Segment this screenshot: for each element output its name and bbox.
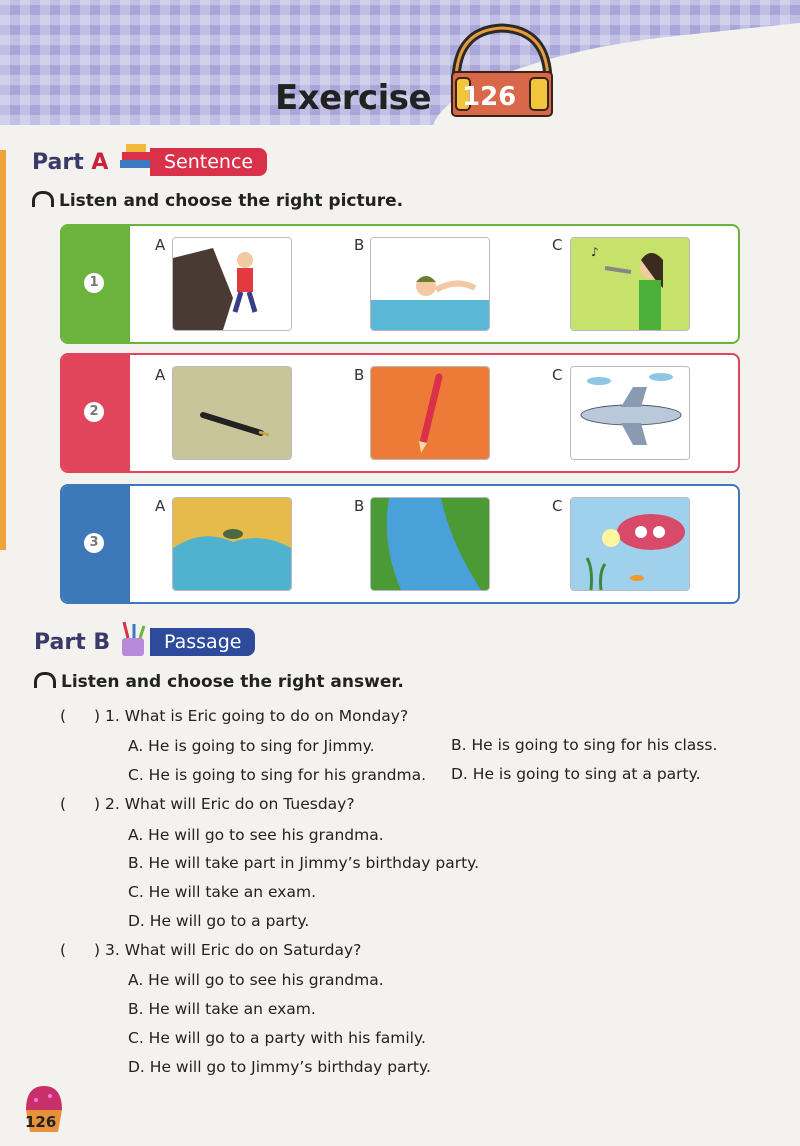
submarine-picture[interactable] <box>570 497 690 591</box>
pencil-picture[interactable] <box>370 366 490 460</box>
headphone-icon <box>34 672 56 688</box>
singing-picture[interactable] <box>570 237 690 331</box>
answer-blank[interactable]: ( <box>60 941 67 959</box>
answer-option: C. He will take an exam. <box>128 883 316 901</box>
headphone-icon <box>32 191 54 207</box>
part-label: Part <box>32 150 84 175</box>
part-letter: A <box>91 150 109 175</box>
river-picture[interactable] <box>370 497 490 591</box>
option-letter: A <box>155 497 166 515</box>
part-letter: B <box>93 630 111 655</box>
part-b-heading <box>34 630 110 655</box>
page-number: 126 <box>25 1113 57 1131</box>
answer-option: D. He will go to Jimmy’s birthday party. <box>128 1058 431 1076</box>
question-text: ) 3. What will Eric do on Saturday? <box>94 941 362 959</box>
answer-option: A. He is going to sing for Jimmy. <box>128 737 375 755</box>
part-a-heading <box>32 150 108 175</box>
answer-option: D. He is going to sing at a party. <box>451 765 701 783</box>
climbing-picture[interactable] <box>172 237 292 331</box>
swimming-picture[interactable] <box>370 237 490 331</box>
part-label: Part <box>34 630 86 655</box>
row-number-band <box>62 486 130 602</box>
row-number-band <box>62 226 130 342</box>
part-b-instruction: Listen and choose the right answer. <box>34 672 404 692</box>
part-a-instruction: Listen and choose the right picture. <box>32 191 403 211</box>
option-letter: C <box>552 497 563 515</box>
answer-option: A. He will go to see his grandma. <box>128 971 384 989</box>
plane-picture[interactable] <box>570 366 690 460</box>
option-letter: B <box>354 366 365 384</box>
answer-option: B. He is going to sing for his class. <box>451 736 718 754</box>
row-number: 2 <box>84 402 104 422</box>
answer-option: B. He will take part in Jimmy’s birthday party. <box>128 854 480 872</box>
part-b-tag: Passage <box>150 628 255 656</box>
option-letter: C <box>552 366 563 384</box>
answer-option: D. He will go to a party. <box>128 912 310 930</box>
option-letter: B <box>354 236 365 254</box>
part-a-tag: Sentence <box>150 148 267 176</box>
pencil-cup-icon <box>116 620 150 658</box>
svg-text:♪: ♪ <box>591 245 599 259</box>
row-number-band <box>62 355 130 471</box>
books-icon <box>118 138 154 174</box>
answer-option: B. He will take an exam. <box>128 1000 316 1018</box>
answer-blank[interactable]: ( <box>60 795 67 813</box>
question-text: ) 2. What will Eric do on Tuesday? <box>94 795 355 813</box>
question-text: ) 1. What is Eric going to do on Monday? <box>94 707 409 725</box>
pen-picture[interactable] <box>172 366 292 460</box>
answer-blank[interactable]: ( <box>60 707 67 725</box>
option-letter: C <box>552 236 563 254</box>
option-letter: A <box>155 366 166 384</box>
answer-option: A. He will go to see his grandma. <box>128 826 384 844</box>
answer-option: C. He is going to sing for his grandma. <box>128 766 427 784</box>
lake-picture[interactable] <box>172 497 292 591</box>
answer-option: C. He will go to a party with his family. <box>128 1029 426 1047</box>
row-number: 3 <box>84 533 104 553</box>
page-title: Exercise <box>275 78 432 118</box>
option-letter: A <box>155 236 166 254</box>
option-letter: B <box>354 497 365 515</box>
badge-number: 126 <box>462 82 517 112</box>
row-number: 1 <box>84 273 104 293</box>
left-edge-strip <box>0 150 6 550</box>
